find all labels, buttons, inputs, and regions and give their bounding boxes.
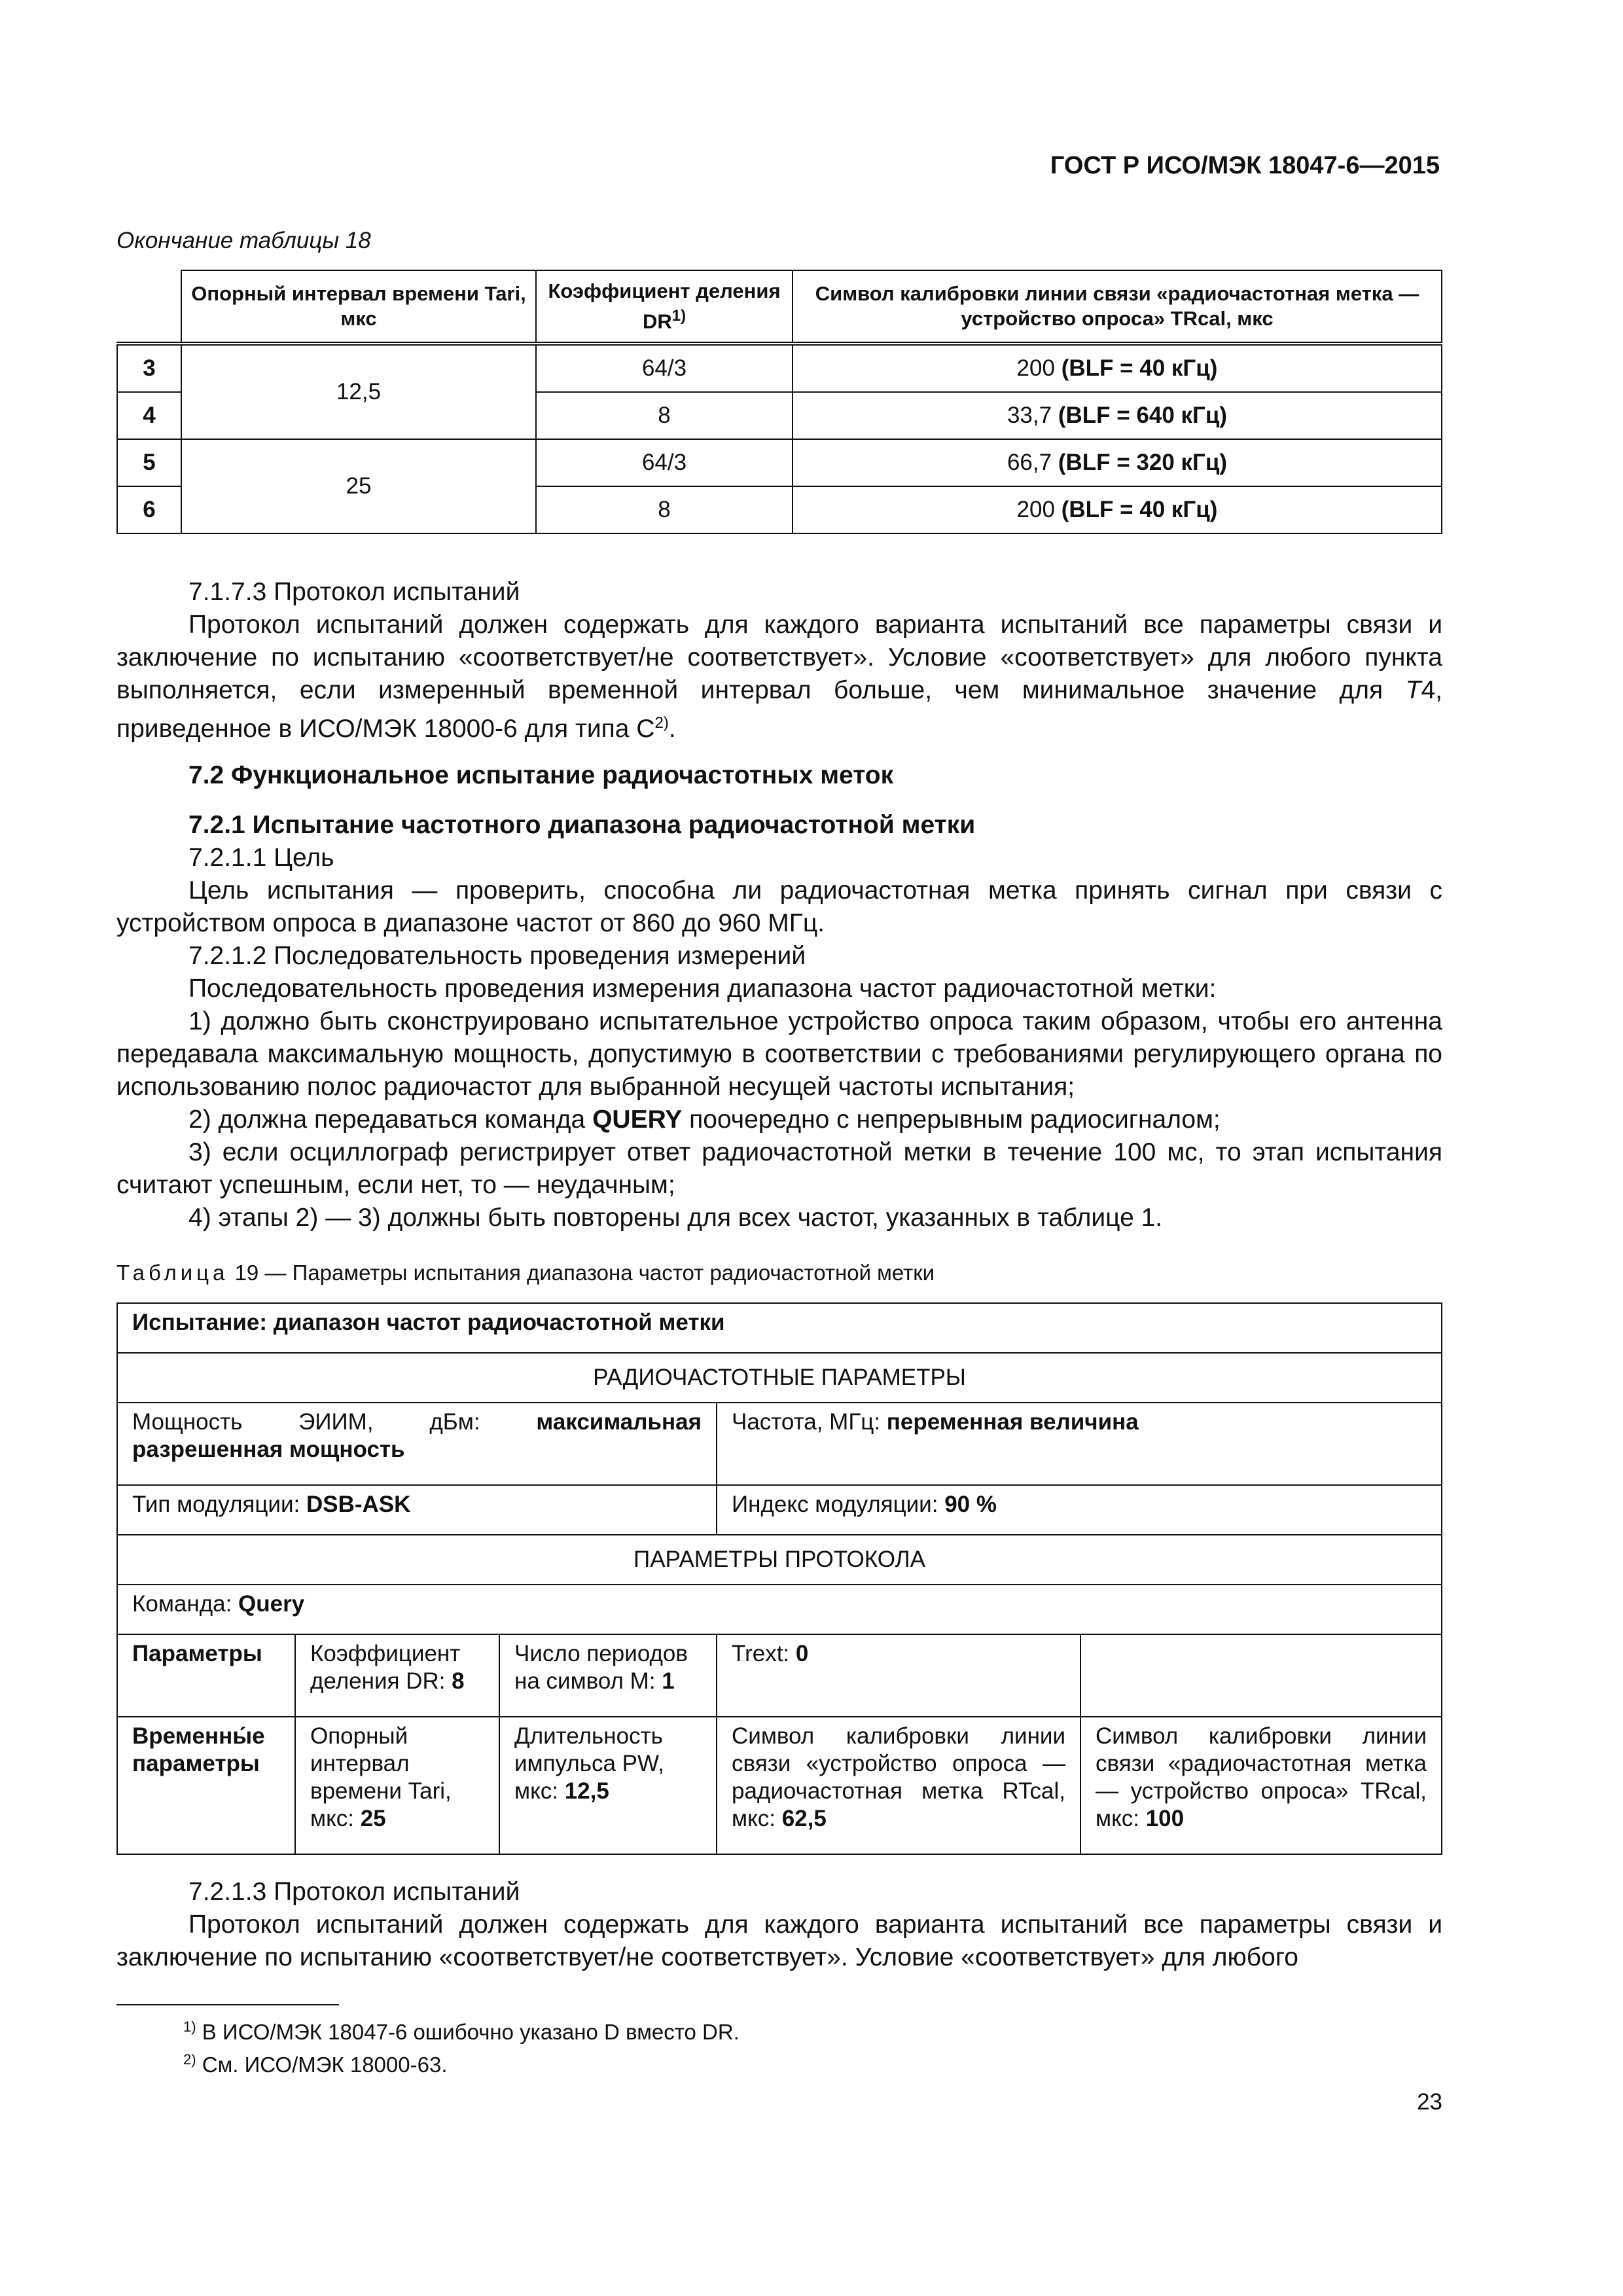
query-command: QUERY	[592, 1105, 683, 1134]
m-param-value: 1	[662, 1668, 675, 1694]
header-dr-text: Коэффициент деления DR	[548, 279, 781, 333]
footnote-2	[183, 2051, 447, 2077]
trcal-cell	[793, 392, 1442, 439]
command-cell	[117, 1585, 1442, 1634]
table-row	[117, 1403, 1442, 1485]
t4-index: 4	[1421, 676, 1436, 704]
dr-cell: 64/3	[536, 344, 793, 392]
power-value: максимальная разрешенная мощность	[132, 1409, 702, 1462]
trcal-blf: (BLF = 40 кГц)	[1061, 497, 1218, 522]
step-4: 4) этапы 2) — 3) должны быть повторены для всех частот, указанных в таблице 1.	[188, 1204, 1163, 1232]
table-row	[117, 1485, 1442, 1535]
dr-cell: 64/3	[536, 439, 793, 486]
document-code: ГОСТ Р ИСО/МЭК 18047-6—2015	[1050, 152, 1440, 179]
paragraph-tail: , приведенное в ИСО/МЭК 18000-6 для типа С	[116, 676, 1442, 743]
modulation-type-label: Тип модуляции:	[132, 1492, 306, 1517]
subsection-heading: 7.2.1 Испытание частотного диапазона радиочастотной метки	[188, 811, 976, 839]
paragraph-end: .	[668, 715, 676, 743]
trcal-blf: (BLF = 320 кГц)	[1058, 450, 1228, 475]
section-title: 7.2.1.3 Протокол испытаний	[188, 1878, 520, 1906]
header-blank-cell	[117, 270, 181, 344]
section-721	[116, 809, 1442, 1234]
trcal-value: 66,7	[1007, 450, 1052, 475]
dr-param-value: 8	[452, 1668, 465, 1694]
table18-caption: Окончание таблицы 18	[116, 228, 371, 253]
trcal-param-value: 100	[1145, 1806, 1185, 1831]
trcal-cell	[793, 486, 1442, 533]
header-dr-footnote-mark: 1)	[671, 306, 687, 325]
rtcal-param-value: 62,5	[781, 1806, 827, 1831]
command-label: Команда:	[132, 1591, 239, 1617]
timing-label: Временны́е параметры	[117, 1717, 295, 1854]
table-row	[117, 1585, 1442, 1634]
step-2-text: 2) должна передаваться команда	[188, 1105, 593, 1134]
table-row	[117, 1634, 1442, 1717]
trext-cell	[717, 1634, 1080, 1717]
table-row	[117, 1353, 1442, 1403]
row-number: 5	[117, 439, 181, 486]
trcal-blf: (BLF = 640 кГц)	[1058, 403, 1228, 428]
trcal-param-label: Символ калибровки линии связи «радиочастотная метка — устройство опроса» TRcal, мкс:	[1096, 1723, 1427, 1831]
dr-param-cell	[295, 1634, 499, 1717]
section-7213	[116, 1876, 1442, 1974]
t4-symbol: T	[1405, 676, 1421, 704]
power-label: Мощность ЭИИМ, дБм:	[132, 1409, 537, 1435]
tari-cell: 12,5	[181, 344, 536, 439]
dr-cell: 8	[536, 392, 793, 439]
trext-label: Trext:	[732, 1641, 796, 1666]
header-dr	[536, 270, 793, 344]
caption-label: Таблица	[116, 1261, 229, 1285]
power-cell	[117, 1403, 717, 1485]
test-title: Испытание: диапазон частот радиочастотной метки	[117, 1303, 1442, 1353]
trcal-value: 33,7	[1007, 403, 1052, 428]
caption-text: 19 — Параметры испытания диапазона частот радиочастотной метки	[234, 1261, 935, 1285]
page-number: 23	[1417, 2089, 1442, 2115]
trcal-value: 200	[1016, 497, 1055, 522]
pw-param-label: Длительность импульса PW, мкс:	[514, 1723, 664, 1804]
row-number: 4	[117, 392, 181, 439]
modulation-type-value: DSB-ASK	[306, 1492, 411, 1517]
tari-param-value: 25	[360, 1806, 386, 1831]
footnote-mark: 2)	[183, 2051, 196, 2068]
header-tari: Опорный интервал времени Tari, мкс	[181, 270, 536, 344]
table-row	[117, 1717, 1442, 1854]
modulation-type-cell	[117, 1485, 717, 1535]
m-param-label: Число периодов на символ M:	[514, 1641, 688, 1694]
footnote-divider	[116, 2004, 339, 2005]
rtcal-param-label: Символ калибровки линии связи «устройство опроса — радиочастотная метка RTcal, мкс:	[732, 1723, 1065, 1831]
trcal-blf: (BLF = 40 кГц)	[1061, 355, 1218, 381]
protocol-params-heading: ПАРАМЕТРЫ ПРОТОКОЛА	[117, 1535, 1442, 1585]
paragraph: Протокол испытаний должен содержать для каждого варианта испытаний все параметры связи и заключение по испытанию «соответствует/не соответствует». Условие «соответствует» для любого	[116, 1910, 1442, 1971]
params-label: Параметры	[117, 1634, 295, 1717]
footnote-1	[183, 2018, 740, 2045]
tari-param-cell	[295, 1717, 499, 1854]
pw-param-cell	[499, 1717, 717, 1854]
step-2-tail: поочередно с непрерывным радиосигналом;	[682, 1105, 1221, 1134]
row-number: 6	[117, 486, 181, 533]
sequence-title: 7.2.1.2 Последовательность проведения измерений	[188, 942, 806, 970]
frequency-value: переменная величина	[886, 1409, 1139, 1435]
paragraph	[116, 609, 1442, 745]
section-7173	[116, 576, 1442, 745]
section-72	[116, 759, 1442, 792]
trext-value: 0	[795, 1641, 809, 1666]
header-trcal: Символ калибровки линии связи «радиочастотная метка — устройство опроса» TRcal, мкс	[793, 270, 1442, 344]
footnote-text: См. ИСО/МЭК 18000-63.	[202, 2053, 448, 2077]
rf-params-heading: РАДИОЧАСТОТНЫЕ ПАРАМЕТРЫ	[117, 1353, 1442, 1403]
tari-cell: 25	[181, 439, 536, 533]
table-header-row	[117, 270, 1442, 344]
dr-param-label: Коэффициент деления DR:	[310, 1641, 461, 1694]
tari-param-label: Опорный интервал времени Tari, мкс:	[310, 1723, 452, 1831]
section-heading: 7.2 Функциональное испытание радиочастотных меток	[188, 761, 894, 789]
row-number: 3	[117, 344, 181, 392]
trcal-cell	[793, 439, 1442, 486]
table-row	[117, 1535, 1442, 1585]
modulation-index-label: Индекс модуляции:	[732, 1492, 945, 1517]
dr-cell: 8	[536, 486, 793, 533]
rtcal-param-cell	[717, 1717, 1080, 1854]
goal-text: Цель испытания — проверить, способна ли радиочастотная метка принять сигнал при связи с устройством опроса в диапазоне частот от 860 до 960 МГц.	[116, 876, 1442, 937]
empty-cell	[1080, 1634, 1442, 1717]
trcal-cell	[793, 344, 1442, 392]
frequency-label: Частота, МГц:	[732, 1409, 887, 1435]
modulation-index-value: 90 %	[944, 1492, 997, 1517]
footnote-mark: 1)	[183, 2018, 196, 2035]
paragraph-text: Протокол испытаний должен содержать для каждого варианта испытаний все параметры связи и заключение по испытанию «соответствует/не соответствует». Условие «соответствует» для любого пункта выполняется, если измеренный временной интервал больше, чем минимальное значение для	[116, 611, 1442, 704]
step-2	[116, 1103, 1442, 1136]
table-row	[117, 1303, 1442, 1353]
step-3: 3) если осциллограф регистрирует ответ радиочастотной метки в течение 100 мс, то этап испытания считают успешным, если нет, то — неудачным;	[116, 1138, 1442, 1199]
section-title: 7.1.7.3 Протокол испытаний	[188, 578, 520, 606]
table-row	[117, 439, 1442, 486]
footnote-text: В ИСО/МЭК 18047-6 ошибочно указано D вместо DR.	[202, 2020, 740, 2044]
m-param-cell	[499, 1634, 717, 1717]
table-19	[116, 1302, 1442, 1855]
table19-caption	[116, 1261, 935, 1285]
table-row	[117, 344, 1442, 392]
command-value: Query	[238, 1591, 305, 1617]
pw-param-value: 12,5	[564, 1778, 609, 1804]
trcal-value: 200	[1016, 355, 1055, 381]
trcal-param-cell	[1080, 1717, 1442, 1854]
footnote-mark: 2)	[654, 714, 669, 732]
goal-title: 7.2.1.1 Цель	[188, 844, 334, 872]
frequency-cell	[717, 1403, 1442, 1485]
sequence-intro: Последовательность проведения измерения диапазона частот радиочастотной метки:	[188, 975, 1217, 1003]
modulation-index-cell	[717, 1485, 1442, 1535]
step-1: 1) должно быть сконструировано испытательное устройство опроса таким образом, чтобы его антенна передавала максимальную мощность, допустимую в соответствии с требованиями регулирующего органа по использованию полос радиочастот для выбранной несущей частоты испытания;	[116, 1007, 1442, 1101]
table-18	[116, 270, 1442, 534]
